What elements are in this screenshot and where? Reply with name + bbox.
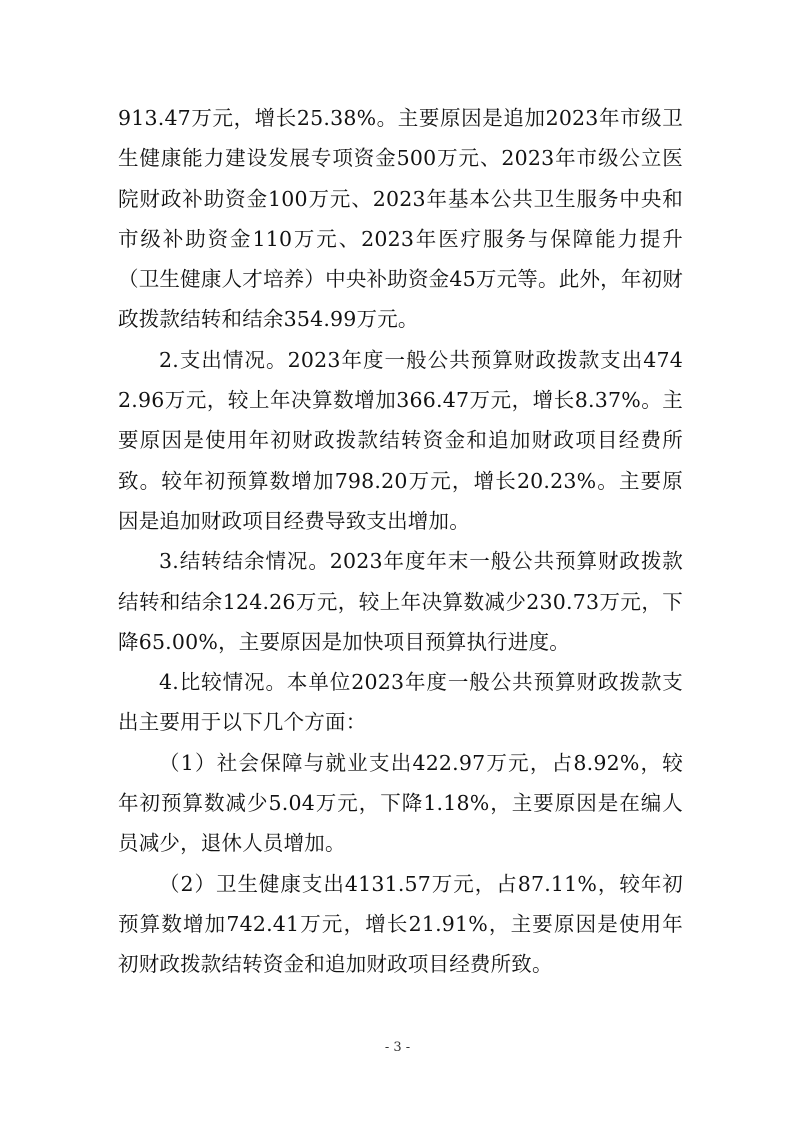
paragraph-carryover: 3.结转结余情况。2023年度年末一般公共预算财政拨款结转和结余124.26万元，较上年决算数减少230.73万元，下降65.00%，主要原因是加快项目预算执行进度。	[118, 549, 683, 654]
document-body	[118, 98, 683, 985]
paragraph-social-security: （1）社会保障与就业支出422.97万元，占8.92%，较年初预算数减少5.04万元，下降1.18%，主要原因是在编人员减少，退休人员增加。	[118, 750, 683, 856]
paragraph-expenditure: 2.支出情况。2023年度一般公共预算财政拨款支出4742.96万元，较上年决算数增加366.47万元，增长8.37%。主要原因是使用年初财政拨款结转资金和追加财政项目经费所致。较年初预算数增加798.20万元，增长20.23%。主要原因是追加财政项目经费导致支出增加。	[118, 347, 683, 533]
page-number: - 3 -	[384, 1040, 411, 1055]
paragraph-comparison: 4.比较情况。本单位2023年度一般公共预算财政拨款支出主要用于以下几个方面：	[118, 670, 683, 735]
paragraph-income-continued: 913.47万元，增长25.38%。主要原因是追加2023年市级卫生健康能力建设发展专项资金500万元、2023年市级公立医院财政补助资金100万元、2023年基本公共卫生服务中央和市级补助资金110万元、2023年医疗服务与保障能力提升（卫生健康人才培养）中央补助资金45万元等。此外，年初财政拨款结转和结余354.99万元。	[118, 106, 683, 332]
paragraph-health: （2）卫生健康支出4131.57万元，占87.11%，较年初预算数增加742.41万元，增长21.91%，主要原因是使用年初财政拨款结转资金和追加财政项目经费所致。	[118, 871, 683, 977]
